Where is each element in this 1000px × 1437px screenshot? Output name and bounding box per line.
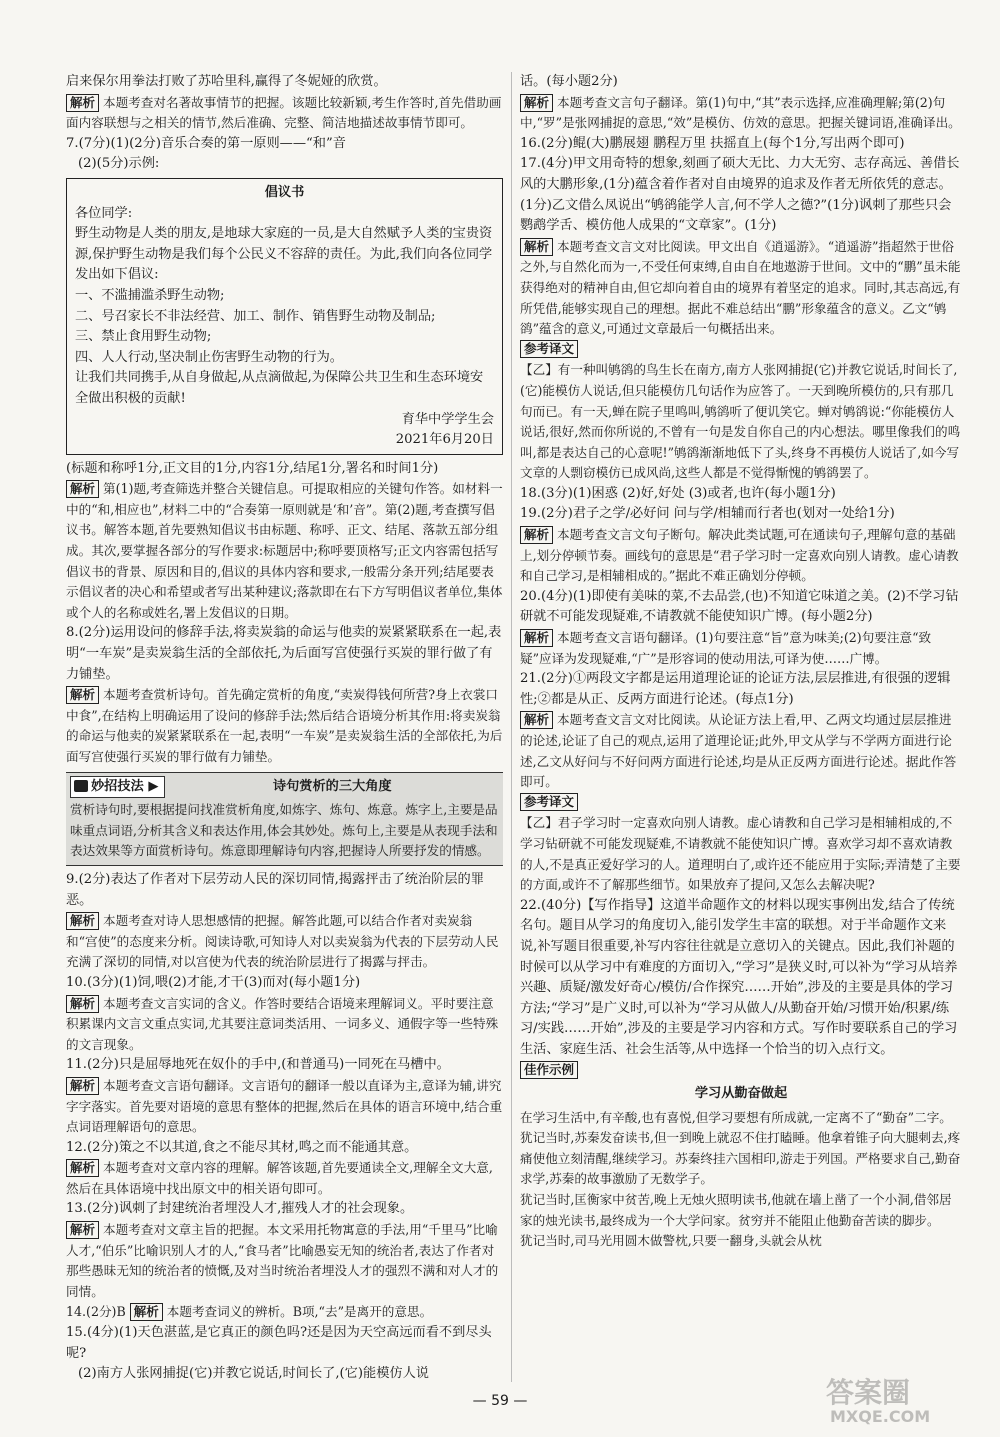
- explanation-block: [66, 1076, 503, 1138]
- watermark-logo: [818, 1372, 988, 1426]
- answer-item: 16.(2分)鲲(大)鹏展翅 鹏程万里 扶摇直上(每个1分,写出两个即可): [520, 135, 905, 151]
- answer-item: 17.(4分)甲文用奇特的想象,刻画了硕大无比、力大无穷、志存高远、善借长风的大鹏形象,(1分)蕴含着作者对自由境界的追求及作者无所依凭的意志。(1分)乙文借么凤说出“鸲鹆能学人言,何不学人之德?”(1分)讽刺了那些只会鹦鹉学舌、模仿他人成果的“文章家”。(1分): [520, 156, 960, 234]
- line-text: 话。(每小题2分): [520, 74, 618, 89]
- explanation-text: 第(1)题,考查筛选并整合关键信息。可提取相应的关键句作答。如材料一中的“和,相应也”,材料二中的“合奏第一原则就是‘和’音”。第(2)题,考查撰写倡议书。解答本题,首先要熟知倡议书由标题、称呼、正文、结尾、落款五部分组成。其次,要掌握各部分的写作要求:标题居中;称呼要顶格写;正文内容需包括写倡议书的背景、原因和目的,倡议的具体内容和要求,一般需分条开列;结尾要表示倡议者的决心和希望或者写出某种建议;落款即在右下方写明倡议者单位,集体或个人的名称或姓名,署上发倡议的日期。: [66, 481, 503, 620]
- analysis-tag: 解析: [66, 995, 99, 1013]
- analysis-tag: 解析: [66, 1221, 99, 1239]
- answer-item: 15.(4分)(1)天色湛蓝,是它真正的颜色吗?还是因为天空高远而看不到尽头呢?: [66, 1325, 492, 1361]
- reference-tag-line: [520, 793, 962, 814]
- answer-item: 20.(4分)(1)即使有美味的菜,不去品尝,(也)不知道它味道之美。(2)不学习钻研就不可能发现疑难,不请教就不能使知识广博。(每小题2分): [520, 588, 959, 625]
- explanation-text: 本题考查文言句子翻译。第(1)句中,“其”表示选择,应准确理解;第(2)句中,“罗”是张网捕捉的意思,“效”是模仿、仿效的意思。把握关键词语,准确译出。: [520, 94, 961, 131]
- explanation-text: 本题考查对诗人思想感情的把握。解答此题,可以结合作者对卖炭翁和“宫使”的态度来分析。阅读诗歌,可知诗人对以卖炭翁为代表的下层劳动人民充满了深切的同情,对以宫使为代表的统治阶层进行了揭露与抨击。: [66, 913, 499, 970]
- essay-paragraph: 犹记当时,苏秦发奋读书,但一到晚上就忍不住打瞌睡。他拿着锥子向大腿刺去,疼痛使他立刻清醒,继续学习。苏秦终挂六国相印,游走于列国。严格要求自己,勤奋求学,苏秦的故事激励了无数学子。: [520, 1130, 961, 1187]
- answer-item: 10.(3分)(1)饲,喂(2)才能,才干(3)而对(每小题1分): [66, 974, 361, 990]
- essay-paragraph: 犹记当时,匡衡家中贫苦,晚上无烛火照明读书,他就在墙上凿了一个小洞,借邻居家的烛光读书,最终成为一个大学问家。贫穷并不能阻止他勤奋苦读的脚步。: [520, 1192, 952, 1228]
- explanation-block: [520, 237, 962, 340]
- answer-item: [66, 1302, 503, 1323]
- proposal-title: 倡议书: [264, 184, 305, 200]
- right-column: [520, 72, 962, 1252]
- explanation-block: [66, 1158, 503, 1199]
- answer-item: 7.(7分)(1)(2分)音乐合奏的第一原则——“和”音: [66, 135, 346, 151]
- proposal-item: 四、人人行动,坚决制止伤害野生动物的行为。: [75, 349, 343, 365]
- example-tag: 佳作示例: [520, 1061, 578, 1079]
- tip-label: 妙招技法 ▶: [70, 776, 165, 799]
- explanation-block: [66, 93, 503, 134]
- answer-item: (标题和称呼1分,正文目的1分,内容1分,结尾1分,署名和时间1分): [66, 460, 439, 476]
- example-tag-line: [520, 1061, 962, 1082]
- reference-translation: 【乙】君子学习时一定喜欢向别人请教。虚心请教和自己学习是相辅相成的,不学习钻研就不可能发现疑难,不请教就不能使知识广博。喜欢学习却不喜欢请教的人,不是真正爱好学习的人。道理明白了,或许还不能应用于实际;弄清楚了主要的方面,或许不了解那些细节。如果放弃了提问,又怎么去解决呢?: [520, 815, 961, 893]
- answer-item: 8.(2分)运用设问的修辞手法,将卖炭翁的命运与他卖的炭紧紧联系在一起,表明“一车炭”是卖炭翁生活的全部依托,为后面写宫使强行买炭的罪行做了有力铺垫。: [66, 625, 502, 682]
- tip-label-text: 妙招技法: [91, 778, 144, 794]
- explanation-text: 本题考查文言文对比阅读。甲文出自《逍遥游》。“逍遥游”指超然于世俗之外,与自然化而为一,不受任何束缚,自由自在地遨游于世间。文中的“鹏”虽未能获得绝对的精神自由,但它却向着自由的境界有着坚定的追求。同时,其志高远,有所凭借,能够实现自己的理想。据此不难总结出“鹏”形象蕴含的意义。乙文“鸲鹆”蕴含的意义,可通过文章最后一句概括出来。: [520, 238, 961, 337]
- explanation-text: 本题考查文言实词的含义。作答时要结合语境来理解词义。平时要注意积累课内文言文重点实词,尤其要注意词类活用、一词多义、通假字等一些特殊的文言现象。: [66, 995, 499, 1052]
- tip-header: [70, 776, 499, 799]
- analysis-tag: 解析: [520, 238, 553, 256]
- answer-item: 22.(40分)【写作指导】这道半命题作文的材料以现实事例出发,结合了传统名句。题目从学习的角度切入,能引发学生丰富的联想。对于半命题作文来说,补写题目很重要,补写内容往往就是立意切入的关键点。因此,我们补题的时候可以从学习中有难度的方面切入,“学习”是狭义时,可以补为“学习从培养兴趣、质疑/激发好奇心/模仿/合作探究……开始”,涉及的主要是具体的学习方法;“学习”是广义时,可以补为“学习从做人/从勤奋开始/习惯开始/积累/练习/实践……开始”,涉及的主要是学习内容和方式。写作时要联系自己的学习生活、家庭生活、社会生活等,从中选择一个恰当的切入点行文。: [520, 897, 958, 1057]
- answer-item: 11.(2分)只是屈辱地死在奴仆的手中,(和普通马)一同死在马槽中。: [66, 1057, 450, 1073]
- proposal-item: 三、禁止食用野生动物;: [75, 329, 212, 345]
- explanation-text: 本题考查对名著故事情节的把握。该题比较新颖,考生作答时,首先借助画面内容联想与之相关的情节,然后准确、完整、简洁地描述故事情节即可。: [66, 94, 502, 131]
- explanation-block: [66, 1220, 503, 1302]
- answer-item: (2)南方人张网捕捉(它)并教它说话,时间长了,(它)能模仿人说: [78, 1366, 429, 1382]
- answer-item: (2)(5分)示例:: [78, 156, 160, 172]
- explanation-block: [66, 994, 503, 1056]
- answer-text: 14.(2分)B: [66, 1304, 126, 1320]
- explanation-block: [66, 911, 503, 973]
- watermark-url: MXQE.COM: [830, 1407, 931, 1426]
- analysis-tag: 解析: [520, 711, 553, 729]
- analysis-tag: 解析: [130, 1303, 163, 1321]
- proposal-box: [66, 178, 503, 455]
- book-icon: [74, 780, 88, 792]
- proposal-salutation: 各位同学:: [75, 205, 133, 221]
- essay-paragraph: 在学习生活中,有辛酸,也有喜悦,但学习要想有所成就,一定离不了“勤奋”二字。: [520, 1109, 952, 1125]
- essay-paragraph: 犹记当时,司马光用圆木做警枕,只要一翻身,头就会从枕: [520, 1233, 822, 1249]
- explanation-block: [520, 710, 962, 792]
- tip-text: 赏析诗句时,要根据提问找准赏析角度,如炼字、炼句、炼意。炼字上,主要是品味重点词语,分析其含义和表达作用,体会其妙处。炼句上,主要是从表现手法和表达效果等方面赏析诗句。炼意即理解诗句内容,把握诗人所要抒发的情感。: [70, 802, 498, 859]
- reference-translation: 【乙】有一种叫鸲鹆的鸟生长在南方,南方人张网捕捉(它)并教它说话,时间长了,(它)能模仿人说话,但只能模仿几句话作为应答了。一天到晚所模仿的,只有那几句而已。有一天,蝉在院子里鸣叫,鸲鹆听了便讥笑它。蝉对鸲鹆说:“你能模仿人说话,很好,然而你所说的,不曾有一句是发自你自己的内心想法。哪里像我们的鸣叫,都是表达自己的心意呢!”鸲鹆渐渐地低下了头,终身不再模仿人说话了,如今写文章的人剽窃模仿已成风尚,这些人都是不觉得惭愧的鸲鹆罢了。: [520, 362, 961, 481]
- explanation-text: 本题考查赏析诗句。首先确定赏析的角度,“卖炭得钱何所营?身上衣裳口中食”,在结构上明确运用了设问的修辞手法;然后结合语境分析其作用:将卖炭翁的命运与他卖的炭紧紧联系在一起,表明“一车炭”是卖炭翁生活的全部依托,为后面写宫使强行买炭的罪行做有力铺垫。: [66, 687, 503, 764]
- page-number: — 59 —: [472, 1393, 528, 1409]
- proposal-signature: 育华中学学生会: [401, 411, 494, 427]
- proposal-date: 2021年6月20日: [395, 432, 494, 448]
- analysis-tag: 解析: [66, 686, 99, 704]
- explanation-text: 本题考查文言文句子断句。解决此类试题,可在通读句子,理解句意的基础上,划分停顿节奏。画线句的意思是“君子学习时一定喜欢向别人请教。虚心请教和自己学习,是相辅相成的。”据此不难正确划分停顿。: [520, 527, 959, 584]
- explanation-block: [520, 93, 962, 134]
- watermark-text: 答案圈: [826, 1376, 911, 1409]
- reference-tag-line: [520, 340, 962, 361]
- explanation-block: [520, 628, 962, 669]
- answer-item: 18.(3分)(1)困惑 (2)好,好处 (3)或者,也许(每小题1分): [520, 485, 836, 501]
- explanation-block: [66, 479, 503, 623]
- tip-box: [66, 772, 503, 866]
- proposal-item: 一、不滥捕滥杀野生动物;: [75, 287, 225, 303]
- proposal-paragraph: 野生动物是人类的朋友,是地球大家庭的一员,是大自然赋予人类的宝贵资源,保护野生动物是我们每个公民义不容辞的责任。为此,我们向各位同学发出如下倡议:: [75, 226, 493, 283]
- answer-item: 9.(2分)表达了作者对下层劳动人民的深切同情,揭露抨击了统治阶层的罪恶。: [66, 871, 484, 908]
- explanation-text: 本题考查词义的辨析。B项,“去”是离开的意思。: [166, 1304, 433, 1320]
- analysis-tag: 解析: [66, 480, 99, 498]
- analysis-tag: 解析: [66, 1159, 99, 1177]
- answer-item: 13.(2分)讽刺了封建统治者埋没人才,摧残人才的社会现象。: [66, 1201, 414, 1217]
- essay-title: 学习从勤奋做起: [694, 1086, 788, 1102]
- analysis-tag: 解析: [66, 912, 99, 930]
- reference-tag: 参考译文: [520, 793, 578, 811]
- explanation-text: 本题考查对文章内容的理解。解答该题,首先要通读全文,理解全文大意,然后在具体语境中找出原文中的相关语句即可。: [66, 1160, 493, 1196]
- analysis-tag: 解析: [520, 526, 553, 544]
- answer-item: 21.(2分)①两段文字都是运用道理论证的论证方法,层层推进,有很强的逻辑性;②都是从正、反两方面进行论述。(每点1分): [520, 671, 951, 707]
- explanation-text: 本题考查文言语句翻译。(1)句要注意“旨”意为味美;(2)句要注意“致疑”应译为发现疑难,“广”是形容词的使动用法,可译为使……广博。: [520, 630, 932, 666]
- explanation-text: 本题考查对文章主旨的把握。本文采用托物寓意的手法,用“千里马”比喻人才,“伯乐”比喻识别人才的人,“食马者”比喻愚妄无知的统治者,表达了作者对那些愚昧无知的统治者的愤慨,及对当时统治者埋没人才的强烈不满和对人才的同情。: [66, 1222, 499, 1299]
- tip-title: 诗句赏析的三大角度: [272, 778, 392, 794]
- column-divider: [511, 72, 512, 1382]
- reference-tag: 参考译文: [520, 340, 578, 358]
- left-column: [66, 72, 503, 1385]
- answer-item: 19.(2分)君子之学/必好问 问与学/相辅而行者也(划对一处给1分): [520, 506, 895, 522]
- analysis-tag: 解析: [66, 94, 99, 112]
- explanation-text: 本题考查文言文对比阅读。从论证方法上看,甲、乙两文均通过层层推进的论述,论证了自己的观点,运用了道理论证;此外,甲文从学与不学两方面进行论述,乙文从好问与不好问两方面进行论述,均是从正反两方面进行论述。据此作答即可。: [520, 712, 957, 790]
- proposal-paragraph: 让我们共同携手,从自身做起,从点滴做起,为保障公共卫生和生态环境安全做出积极的贡献!: [75, 370, 484, 406]
- explanation-text: 本题考查文言语句翻译。文言语句的翻译一般以直译为主,意译为辅,讲究字字落实。首先要对语境的意思有整体的把握,然后在具体的语言环境中,结合重点词语理解语句的意思。: [66, 1077, 503, 1135]
- explanation-block: [520, 525, 962, 587]
- line-text: 启来保尔用拳法打败了苏哈里科,赢得了冬妮娅的欣赏。: [66, 74, 387, 89]
- explanation-block: [66, 685, 503, 767]
- answer-item: 12.(2分)策之不以其道,食之不能尽其材,鸣之而不能通其意。: [66, 1139, 418, 1155]
- proposal-item: 二、号召家长不非法经营、加工、制作、销售野生动物及制品;: [75, 308, 436, 324]
- analysis-tag: 解析: [520, 94, 553, 112]
- analysis-tag: 解析: [520, 629, 553, 647]
- analysis-tag: 解析: [66, 1077, 99, 1095]
